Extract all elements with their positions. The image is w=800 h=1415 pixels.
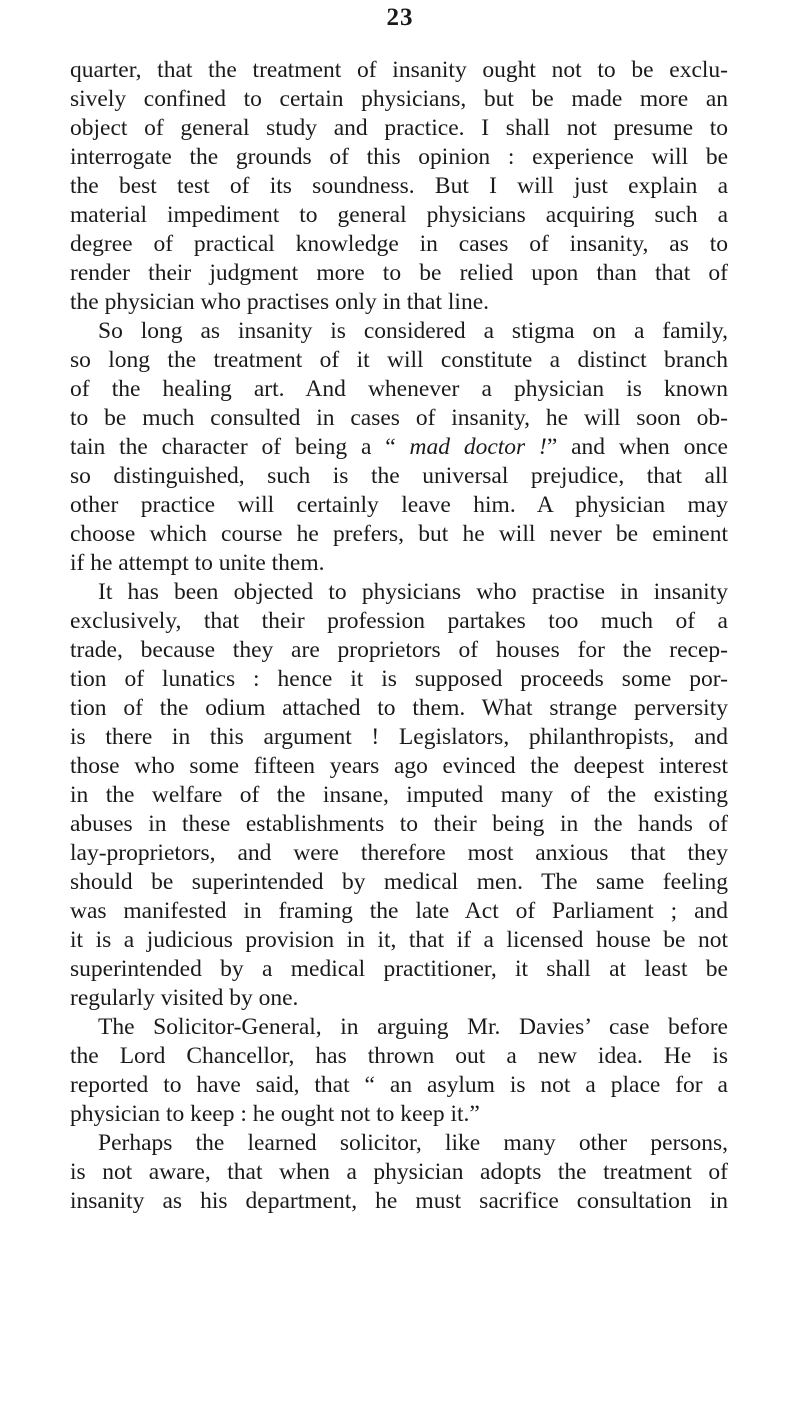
text-line: of the healing art. And whenever a physician is known — [70, 376, 728, 402]
text-line: It has been objected to physicians who practise in insanity — [98, 579, 728, 605]
text-line: lay-proprietors, and were therefore most anxious that they — [70, 840, 728, 866]
text-line: So long as insanity is considered a stigma on a family, — [98, 318, 728, 344]
text-line: to be much consulted in cases of insanity, he will soon ob- — [70, 405, 728, 431]
text-line: material impediment to general physicians acquiring such a — [70, 202, 728, 228]
text-line: tion of lunatics : hence it is supposed proceeds some por- — [70, 666, 728, 692]
italic-phrase: mad doctor ! — [409, 434, 547, 460]
body-text — [70, 56, 728, 1216]
text-line: other practice will certainly leave him. A physician may — [70, 492, 728, 518]
text-line: in the welfare of the insane, imputed many of the existing — [70, 782, 728, 808]
text-line: should be superintended by medical men. The same feeling — [70, 869, 728, 895]
text-line: the Lord Chancellor, has thrown out a new idea. He is — [70, 1043, 728, 1069]
text-line: render their judgment more to be relied upon than that of — [70, 260, 728, 286]
text-line: abuses in these establishments to their being in the hands of — [70, 811, 728, 837]
text-line: degree of practical knowledge in cases of insanity, as to — [70, 231, 728, 257]
text-line: exclusively, that their profession partakes too much of a — [70, 608, 728, 634]
text-line: tain the character of being a “ mad doctor !” and when once — [70, 434, 728, 460]
text-line: superintended by a medical practitioner, it shall at least be — [70, 956, 728, 982]
text-line: tion of the odium attached to them. What strange perversity — [70, 695, 728, 721]
text-line: physician to keep : he ought not to keep it.” — [70, 1101, 480, 1127]
text-line: quarter, that the treatment of insanity ought not to be exclu- — [70, 57, 728, 83]
text-line: so distinguished, such is the universal prejudice, that all — [70, 463, 728, 489]
text-line: interrogate the grounds of this opinion : experience will be — [70, 144, 728, 170]
text-line: reported to have said, that “ an asylum is not a place for a — [70, 1072, 728, 1098]
text-line: sively confined to certain physicians, but be made more an — [70, 86, 728, 112]
text-line: is there in this argument ! Legislators, philanthropists, and — [70, 724, 728, 750]
page-number: 23 — [386, 4, 414, 31]
text-line: is not aware, that when a physician adopts the treatment of — [70, 1159, 728, 1185]
text-line: The Solicitor-General, in arguing Mr. Davies’ case before — [98, 1014, 728, 1040]
text-line: object of general study and practice. I shall not presume to — [70, 115, 728, 141]
text-line: choose which course he prefers, but he will never be eminent — [70, 521, 728, 547]
text-line: insanity as his department, he must sacrifice consultation in — [70, 1188, 728, 1214]
text-line: was manifested in framing the late Act of Parliament ; and — [70, 898, 728, 924]
text-line: if he attempt to unite them. — [70, 550, 325, 576]
text-line: the best test of its soundness. But I will just explain a — [70, 173, 728, 199]
text-line: Perhaps the learned solicitor, like many other persons, — [98, 1130, 728, 1156]
text-line: the physician who practises only in that line. — [70, 289, 489, 315]
text-line: regularly visited by one. — [70, 985, 299, 1011]
text-line: those who some fifteen years ago evinced the deepest interest — [70, 753, 728, 779]
text-line: so long the treatment of it will constitute a distinct branch — [70, 347, 728, 373]
text-line: trade, because they are proprietors of houses for the recep- — [70, 637, 728, 663]
text-line: it is a judicious provision in it, that if a licensed house be not — [70, 927, 728, 953]
